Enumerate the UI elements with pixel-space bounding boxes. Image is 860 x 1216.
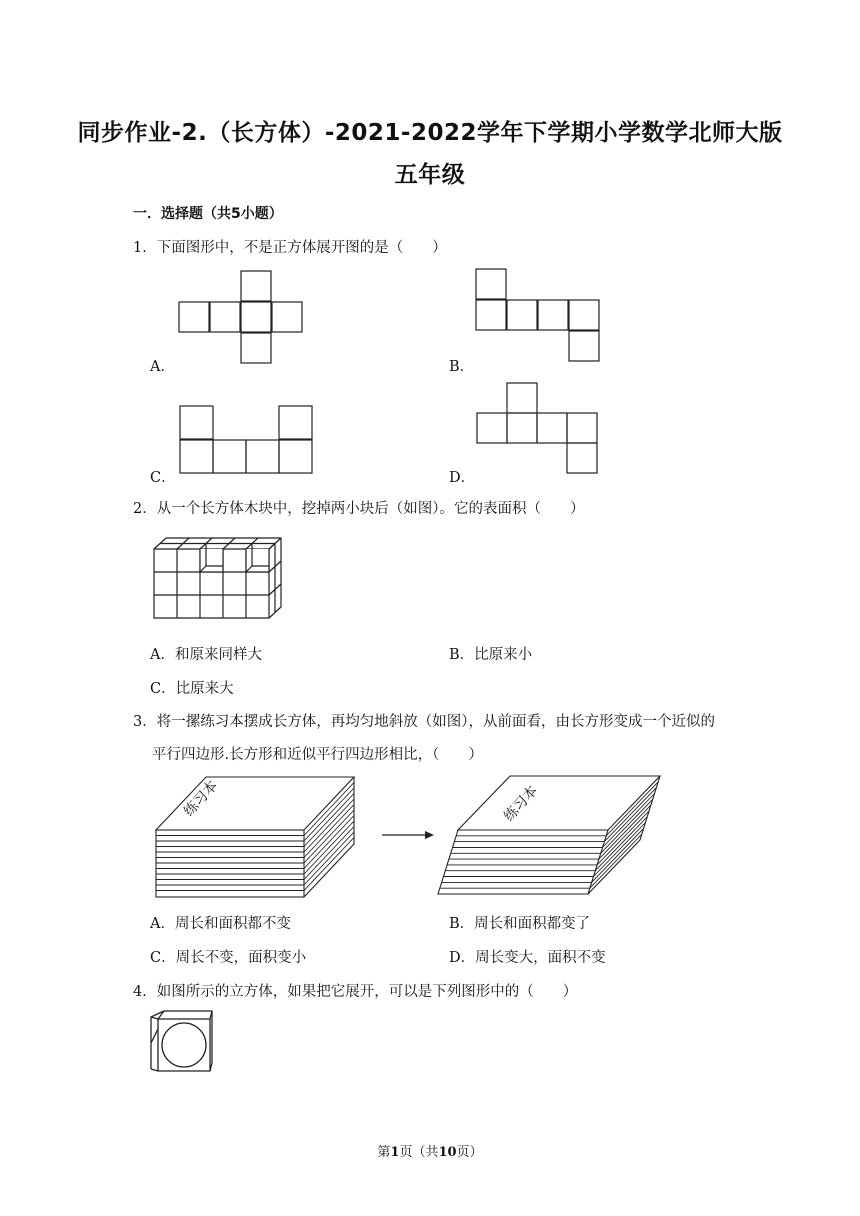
question-1-option-b: B．	[449, 359, 475, 375]
question-3-option-b: B．周长和面积都变了	[449, 916, 591, 932]
footer-total-pages: 10	[438, 1145, 457, 1160]
page-footer	[0, 1141, 860, 1160]
notebook-stack-slanted-figure	[434, 772, 666, 900]
question-3-option-d: D．周长变大，面积不变	[449, 950, 606, 966]
question-3-option-a: A．周长和面积都不变	[150, 916, 291, 932]
question-3-stem-line2: 平行四边形.长方形和近似平行四边形相比，（ ）	[152, 747, 483, 763]
net-figure-d	[476, 382, 600, 476]
footer-prefix: 第	[377, 1145, 391, 1160]
footer-suffix: 页）	[456, 1145, 483, 1160]
question-2-option-c: C．比原来大	[150, 681, 234, 697]
question-1-stem: 1．下面图形中，不是正方体展开图的是（ ）	[133, 240, 447, 256]
question-3-stem-line1: 3．将一摞练习本摆成长方体，再均匀地斜放（如图），从前面看，由长方形变成一个近似的	[133, 714, 715, 730]
notebook-label-right: 练习本	[501, 782, 542, 825]
cuboid-with-notches-figure	[150, 535, 288, 621]
notebook-label-left: 练习本	[181, 777, 222, 820]
question-1-option-a: A．	[150, 359, 175, 375]
document-title: 同步作业-2.（长方体）-2021-2022学年下学期小学数学北师大版	[77, 120, 783, 146]
notebook-stack-rect-figure	[150, 773, 358, 903]
right-arrow-icon	[380, 828, 436, 842]
cube-with-circle-figure	[148, 1009, 214, 1073]
document-title-grade: 五年级	[394, 162, 466, 188]
question-2-option-a: A．和原来同样大	[150, 647, 262, 663]
question-2-option-b: B．比原来小	[449, 647, 533, 663]
question-1-option-c: C．	[150, 470, 176, 486]
footer-page-number: 1	[390, 1145, 400, 1160]
question-4-stem: 4．如图所示的立方体，如果把它展开，可以是下列图形中的（ ）	[133, 984, 578, 1000]
section-heading: 一．选择题（共5小题）	[133, 206, 283, 222]
net-figure-c	[179, 405, 315, 475]
question-2-stem: 2．从一个长方体木块中，挖掉两小块后（如图）。它的表面积（ ）	[133, 501, 585, 517]
net-figure-a	[178, 270, 304, 366]
footer-middle: 页（共	[399, 1145, 439, 1160]
question-3-option-c: C．周长不变，面积变小	[150, 950, 307, 966]
net-figure-b	[475, 268, 603, 366]
question-1-option-d: D．	[449, 470, 476, 486]
